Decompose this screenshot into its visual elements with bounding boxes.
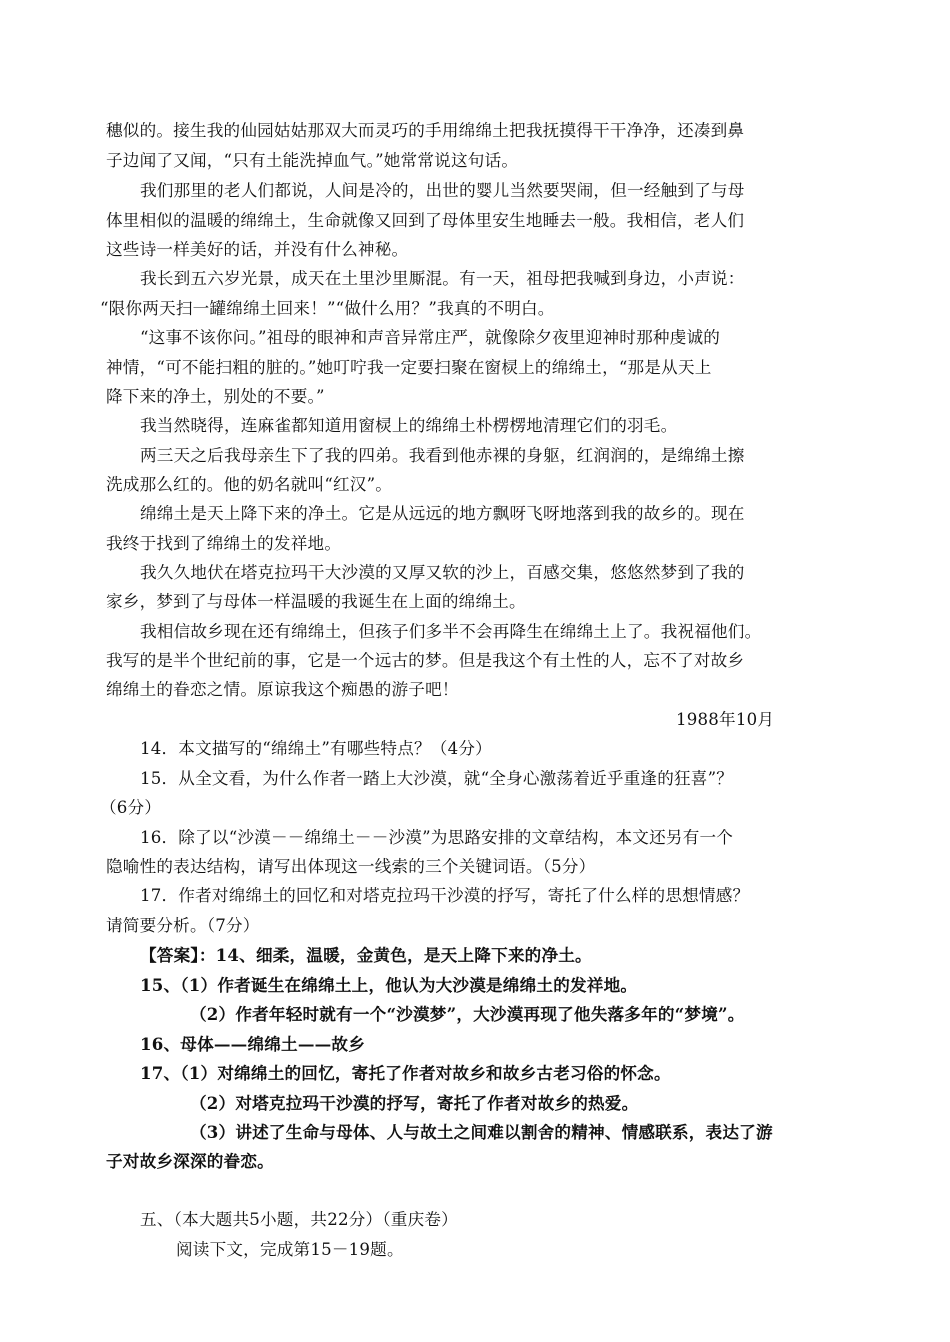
section-heading: 五、（本大题共5小题，共22分）（重庆卷） (140, 1210, 458, 1229)
answer-line: 子对故乡深深的眷恋。 (106, 1151, 274, 1171)
passage-line: 洗成那么红的。他的奶名就叫“红汉”。 (106, 475, 393, 494)
passage-line: 神情，“可不能扫粗的脏的。”她叮咛我一定要扫聚在窗棂上的绵绵土，“那是从天上 (106, 358, 712, 377)
question-line: 请简要分析。（7分） (106, 916, 260, 935)
answer-line: 16、母体——绵绵土——故乡 (140, 1034, 366, 1054)
answer-line: 【答案】：14、细柔，温暖，金黄色，是天上降下来的净土。 (140, 945, 592, 965)
passage-line: 我相信故乡现在还有绵绵土，但孩子们多半不会再降生在绵绵土上了。我祝福他们。 (140, 622, 762, 641)
passage-date: 1988年10月 (676, 710, 775, 729)
passage-line: 降下来的净土，别处的不要。” (106, 387, 325, 406)
passage-line: 子边闻了又闻，“只有土能洗掉血气。”她常常说这句话。 (106, 151, 519, 170)
passage-line: 我们那里的老人们都说，人间是冷的，出世的婴儿当然要哭闹，但一经触到了与母 (140, 181, 745, 200)
passage-line: “限你两天扫一罐绵绵土回来！”“做什么用？”我真的不明白。 (100, 299, 555, 318)
question-line: 隐喻性的表达结构，请写出体现这一线索的三个关键词语。（5分） (106, 857, 596, 876)
passage-line: 体里相似的温暖的绵绵土，生命就像又回到了母体里安生地睡去一般。我相信，老人们 (106, 211, 745, 230)
answer-line: （2）作者年轻时就有一个“沙漠梦”，大沙漠再现了他失落多年的“梦境”。 (190, 1004, 745, 1024)
section-instruction: 阅读下文，完成第15－19题。 (176, 1240, 404, 1259)
answer-line: （3）讲述了生命与母体、人与故土之间难以割舍的精神、情感联系，表达了游 (190, 1122, 773, 1142)
passage-line: 家乡，梦到了与母体一样温暖的我诞生在上面的绵绵土。 (106, 592, 526, 611)
passage-line: 我写的是半个世纪前的事，它是一个远古的梦。但是我这个有土性的人，忘不了对故乡 (106, 651, 745, 670)
answer-line: （2）对塔克拉玛干沙漠的抒写，寄托了作者对故乡的热爱。 (190, 1093, 639, 1113)
passage-line: 两三天之后我母亲生下了我的四弟。我看到他赤裸的身躯，红润润的，是绵绵土擦 (140, 446, 745, 465)
question-line: 17．作者对绵绵土的回忆和对塔克拉玛干沙漠的抒写，寄托了什么样的思想情感？ (140, 886, 750, 905)
passage-line: 我当然晓得，连麻雀都知道用窗棂上的绵绵土朴楞楞地清理它们的羽毛。 (140, 416, 678, 435)
passage-line: 穗似的。接生我的仙园姑姑那双大而灵巧的手用绵绵土把我抚摸得干干净净，还凑到鼻 (106, 121, 745, 140)
answer-line: 15、（1）作者诞生在绵绵土上，他认为大沙漠是绵绵土的发祥地。 (140, 975, 638, 995)
passage-line: “这事不该你问。”祖母的眼神和声音异常庄严，就像除夕夜里迎神时那种虔诚的 (140, 328, 721, 347)
question-line: 14．本文描写的“绵绵土”有哪些特点？（4分） (140, 739, 492, 758)
question-line: （6分） (100, 798, 162, 817)
passage-line: 绵绵土的眷恋之情。原谅我这个痴愚的游子吧！ (106, 680, 459, 699)
question-line: 15．从全文看，为什么作者一踏上大沙漠，就“全身心激荡着近乎重逢的狂喜”？ (140, 769, 734, 788)
passage-line: 我终于找到了绵绵土的发祥地。 (106, 534, 342, 553)
passage-line: 我久久地伏在塔克拉玛干大沙漠的又厚又软的沙上，百感交集，悠悠然梦到了我的 (140, 563, 745, 582)
passage-line: 我长到五六岁光景，成天在土里沙里厮混。有一天，祖母把我喊到身边，小声说： (140, 269, 745, 288)
answer-line: 17、（1）对绵绵土的回忆，寄托了作者对故乡和故乡古老习俗的怀念。 (140, 1063, 671, 1083)
passage-line: 绵绵土是天上降下来的净土。它是从远远的地方飘呀飞呀地落到我的故乡的。现在 (140, 504, 745, 523)
question-line: 16．除了以“沙漠－－绵绵土－－沙漠”为思路安排的文章结构，本文还另有一个 (140, 828, 734, 847)
passage-line: 这些诗一样美好的话，并没有什么神秘。 (106, 240, 409, 259)
